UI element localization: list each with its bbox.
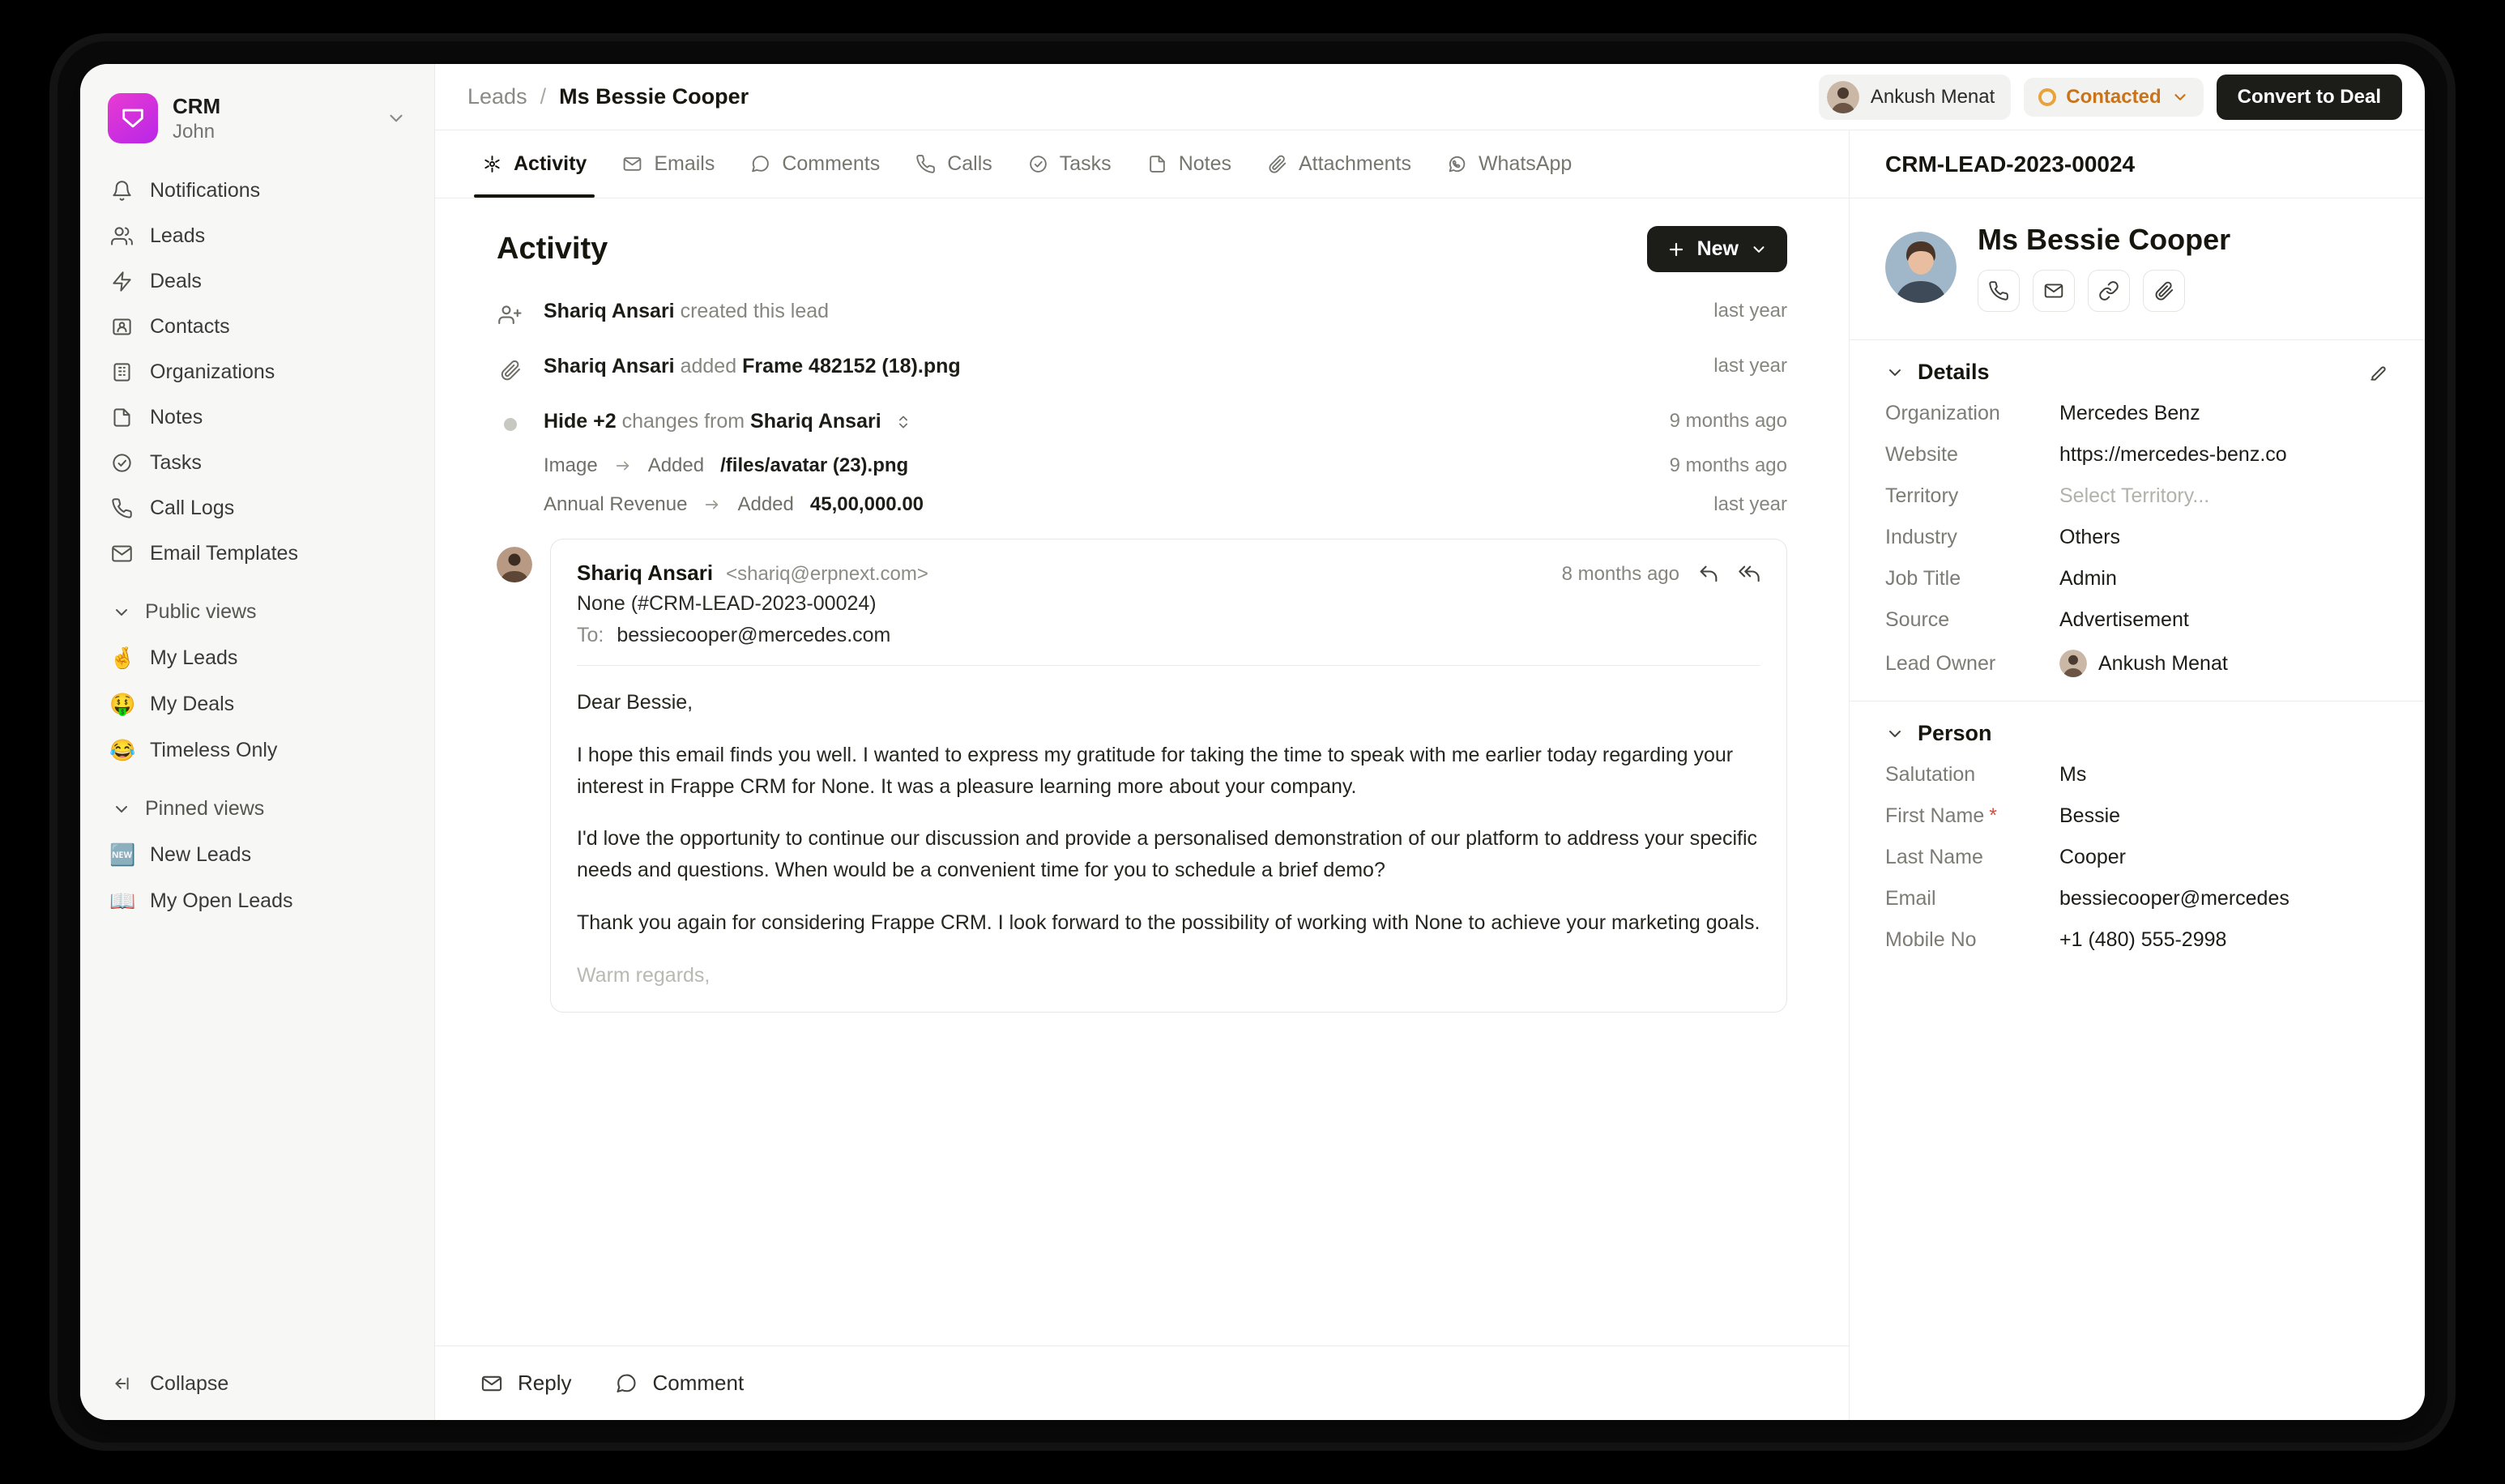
app-window <box>80 64 2425 1420</box>
tab-calls[interactable] <box>901 130 1007 198</box>
tab-label: Tasks <box>1059 152 1112 175</box>
quick-actions <box>1978 270 2230 312</box>
field-territory <box>1885 475 2389 517</box>
sidebar-item-call-logs[interactable] <box>98 486 416 531</box>
tab-label: Notes <box>1178 152 1231 175</box>
email-recipient-row <box>577 624 1760 647</box>
change-field: Image <box>544 454 598 476</box>
collapse-label: Collapse <box>150 1371 229 1395</box>
sidebar-item-label: My Deals <box>150 692 235 715</box>
content-row <box>435 130 2425 1420</box>
email-card[interactable] <box>550 539 1787 1013</box>
activity-time: 9 months ago <box>1669 410 1787 432</box>
comment-label: Comment <box>652 1371 745 1395</box>
reply-button[interactable] <box>480 1371 571 1396</box>
field-label: Organization <box>1885 402 2000 424</box>
sidebar-item-email-templates[interactable] <box>98 531 416 577</box>
chevron-down-icon <box>109 600 134 625</box>
email-sender-address: <shariq@erpnext.com> <box>726 563 928 585</box>
reply-all-icon[interactable] <box>1738 563 1760 586</box>
email-paragraph: Warm regards, <box>577 963 711 987</box>
field-label: Salutation <box>1885 763 1976 786</box>
email-paragraph: Dear Bessie, <box>577 691 693 714</box>
phone-icon <box>915 154 936 174</box>
tab-whatsapp[interactable] <box>1432 130 1586 198</box>
field-value[interactable]: Others <box>2059 526 2121 548</box>
task-icon <box>1028 154 1048 174</box>
crm-logo-icon <box>108 93 158 143</box>
users-icon <box>109 224 134 249</box>
sort-toggle-icon[interactable] <box>895 414 911 430</box>
status-badge[interactable] <box>2024 78 2203 117</box>
change-count: +2 <box>593 410 617 433</box>
sidebar-item-label: Notes <box>150 406 203 429</box>
sidebar-item-new-leads[interactable] <box>98 832 416 878</box>
email-paragraph: I hope this email finds you well. I wanted to express my gratitude for taking the time to speak with me earlier today regarding your interest in Frappe CRM for None. It was a pleasure learning more about your company. <box>577 743 1734 798</box>
chevron-down-icon <box>1750 241 1768 258</box>
sidebar-item-label: Deals <box>150 270 202 292</box>
sidebar-item-label: Organizations <box>150 360 275 383</box>
tab-label: Calls <box>947 152 992 175</box>
email-to-label: To: <box>577 624 604 646</box>
sidebar-item-label: Tasks <box>150 451 202 474</box>
activity-actor: Shariq Ansari <box>544 300 675 322</box>
record-id: CRM-LEAD-2023-00024 <box>1850 130 2425 198</box>
email-paragraph: Thank you again for considering Frappe CRM. I look forward to the possibility of working with None to achieve your marketing goals. <box>577 910 1760 934</box>
hand-emoji-icon: 🤞 <box>109 645 136 670</box>
email-body <box>577 666 1760 991</box>
email-subject: None (#CRM-LEAD-2023-00024) <box>577 592 877 615</box>
tab-tasks[interactable] <box>1014 130 1126 198</box>
new-emoji-icon: 🆕 <box>109 842 136 867</box>
avatar <box>1827 81 1859 113</box>
email-paragraph: I'd love the opportunity to continue our discussion and provide a personalised demonstration of our platform to address your specific needs and questions. When would be a convenient time for you to schedule a brief demo? <box>577 827 1757 881</box>
section-title: Person <box>1918 721 1992 745</box>
required-marker: * <box>1989 804 1997 827</box>
arrow-right-icon <box>703 496 721 514</box>
email-sender: Shariq Ansari <box>577 561 714 585</box>
mail-icon <box>109 542 134 566</box>
sidebar-item-tasks[interactable] <box>98 441 416 486</box>
sidebar-item-leads[interactable] <box>98 214 416 259</box>
phone-icon <box>109 497 134 521</box>
phone-icon[interactable] <box>1978 270 2020 312</box>
tab-label: Activity <box>514 152 587 175</box>
sidebar-item-my-leads[interactable] <box>98 635 416 681</box>
activity-time: last year <box>1713 355 1787 377</box>
change-verb: Added <box>737 493 794 515</box>
sidebar-item-deals[interactable] <box>98 259 416 305</box>
tab-comments[interactable] <box>736 130 894 198</box>
top-bar <box>435 64 2425 130</box>
sidebar-item-label: Timeless Only <box>150 738 278 761</box>
field-value[interactable]: Admin <box>2059 567 2117 590</box>
sidebar-item-my-open-leads[interactable] <box>98 878 416 924</box>
section-label: Pinned views <box>145 797 265 820</box>
email-to-value: bessiecooper@mercedes.com <box>617 624 891 646</box>
changes-label: changes from <box>621 410 745 433</box>
field-salutation <box>1885 754 2389 795</box>
sidebar-item-notifications[interactable] <box>98 168 416 214</box>
new-activity-button[interactable] <box>1647 226 1787 272</box>
change-value: 45,00,000.00 <box>809 493 924 515</box>
tab-label: Attachments <box>1299 152 1411 175</box>
reply-icon[interactable] <box>1697 563 1720 586</box>
field-value[interactable]: Cooper <box>2059 846 2126 868</box>
breadcrumb-leads[interactable]: Leads <box>467 84 527 109</box>
email-entry <box>497 539 1787 1013</box>
field-website <box>1885 434 2389 475</box>
activity-time: last year <box>1713 493 1787 515</box>
activity-entry <box>497 287 1787 342</box>
bolt-icon <box>109 270 134 294</box>
field-value-container[interactable] <box>2059 650 2389 677</box>
field-value[interactable]: Advertisement <box>2059 608 2189 631</box>
field-email <box>1885 878 2389 919</box>
tab-notes[interactable] <box>1133 130 1246 198</box>
sidebar-item-label: Leads <box>150 224 206 247</box>
tab-activity[interactable] <box>467 130 601 198</box>
email-time: 8 months ago <box>1561 563 1679 585</box>
avatar <box>497 547 532 582</box>
field-label: Source <box>1885 608 1950 631</box>
field-value[interactable]: +1 (480) 555-2998 <box>2059 928 2227 951</box>
collapse-sidebar-button[interactable] <box>80 1357 434 1420</box>
collapse-arrow-icon <box>109 1371 134 1396</box>
field-last-name <box>1885 837 2389 878</box>
assignee-chip[interactable] <box>1819 75 2011 120</box>
note-icon <box>1147 154 1167 174</box>
chevron-down-icon[interactable] <box>1885 724 1905 744</box>
sidebar-item-label: Contacts <box>150 315 230 338</box>
paperclip-icon[interactable] <box>2143 270 2185 312</box>
hide-label: Hide <box>544 410 588 433</box>
section-title: Details <box>1918 360 1990 384</box>
field-value[interactable]: bessiecooper@mercedes <box>2059 887 2289 910</box>
tab-label: WhatsApp <box>1478 152 1573 175</box>
new-button-label: New <box>1696 237 1739 260</box>
field-label: Industry <box>1885 526 1957 548</box>
person-header <box>1850 198 2425 340</box>
user-plus-icon <box>497 301 524 329</box>
breadcrumb-separator: / <box>540 84 547 109</box>
contact-icon <box>109 315 134 339</box>
email-icon <box>622 154 642 174</box>
details-section <box>1850 340 2425 701</box>
field-value[interactable]: Select Territory... <box>2059 484 2210 507</box>
sidebar-item-label: My Open Leads <box>150 889 293 912</box>
sidebar-nav <box>80 165 434 927</box>
paperclip-icon <box>497 356 524 384</box>
field-label: First Name * <box>1885 804 1997 827</box>
comment-button[interactable] <box>615 1371 744 1396</box>
sidebar-item-organizations[interactable] <box>98 350 416 395</box>
assignee-name: Ankush Menat <box>1870 85 1995 108</box>
brand-user: John <box>173 120 216 143</box>
timeline-dot-icon <box>504 418 517 431</box>
sidebar-item-label: My Leads <box>150 646 238 669</box>
field-label: Last Name <box>1885 846 1983 868</box>
sidebar-item-notes[interactable] <box>98 395 416 441</box>
change-value: /files/avatar (23).png <box>720 454 909 476</box>
activity-actor: Shariq Ansari <box>544 355 675 377</box>
page-title: Activity <box>497 232 608 266</box>
section-pinned-views[interactable] <box>98 787 416 832</box>
activity-footer <box>435 1345 1849 1420</box>
change-verb: Added <box>647 454 705 476</box>
comment-icon <box>750 154 770 174</box>
center-column <box>435 130 1850 1420</box>
sidebar-item-label: Notifications <box>150 179 261 202</box>
sidebar <box>80 64 435 1420</box>
plus-icon <box>1666 240 1686 259</box>
avatar[interactable] <box>1885 232 1957 303</box>
field-label: Website <box>1885 443 1958 466</box>
chevron-down-icon <box>109 797 134 821</box>
field-source <box>1885 599 2389 641</box>
activity-object: Frame 482152 (18).png <box>742 355 961 377</box>
device-frame <box>58 41 2447 1443</box>
field-mobile-no <box>1885 919 2389 961</box>
tab-label: Emails <box>654 152 715 175</box>
sidebar-item-timeless-only[interactable] <box>98 727 416 774</box>
sidebar-item-label: Email Templates <box>150 542 298 565</box>
activity-scroll-area[interactable] <box>435 198 1849 1345</box>
tab-label: Comments <box>782 152 881 175</box>
bell-icon <box>109 179 134 203</box>
activity-change-row <box>497 446 1787 485</box>
sidebar-spacer <box>80 927 434 1358</box>
book-emoji-icon: 📖 <box>109 888 136 913</box>
avatar <box>2059 650 2087 677</box>
change-field: Annual Revenue <box>544 493 688 515</box>
sidebar-item-contacts[interactable] <box>98 305 416 350</box>
person-section <box>1850 701 2425 975</box>
field-job-title <box>1885 558 2389 599</box>
chevron-down-icon <box>2171 88 2189 106</box>
laughing-emoji-icon: 😂 <box>109 737 136 762</box>
activity-change-row <box>497 485 1787 524</box>
field-label: Job Title <box>1885 567 1961 590</box>
main-area <box>435 64 2425 1420</box>
field-value[interactable]: Bessie <box>2059 804 2121 827</box>
details-section-header[interactable] <box>1885 360 2389 385</box>
activity-action: created this lead <box>680 300 830 322</box>
sidebar-item-label: New Leads <box>150 842 252 866</box>
section-label: Public views <box>145 600 257 623</box>
field-value[interactable]: Ms <box>2059 763 2087 786</box>
field-value: Ankush Menat <box>2098 651 2228 675</box>
breadcrumb-current[interactable]: Ms Bessie Cooper <box>559 84 749 109</box>
activity-action: added <box>680 355 737 377</box>
section-public-views[interactable] <box>98 590 416 635</box>
field-value[interactable]: Mercedes Benz <box>2059 402 2200 424</box>
tab-bar <box>435 130 1849 198</box>
person-section-header[interactable] <box>1885 721 2389 746</box>
group-actor: Shariq Ansari <box>750 410 881 433</box>
field-label: Lead Owner <box>1885 651 1996 675</box>
activity-entry <box>497 342 1787 397</box>
activity-icon <box>482 154 502 174</box>
comment-icon <box>615 1372 638 1395</box>
money-face-emoji-icon: 🤑 <box>109 691 136 716</box>
tab-emails[interactable] <box>608 130 729 198</box>
tab-attachments[interactable] <box>1252 130 1426 198</box>
whatsapp-icon <box>1447 154 1467 174</box>
paperclip-icon <box>1267 154 1287 174</box>
activity-header <box>497 226 1787 272</box>
activity-time: 9 months ago <box>1669 454 1787 476</box>
details-panel <box>1850 130 2425 1420</box>
brand-title: CRM <box>173 94 221 118</box>
activity-group-toggle[interactable] <box>497 397 1787 446</box>
person-name: Ms Bessie Cooper <box>1978 223 2231 256</box>
chevron-down-icon <box>386 108 407 129</box>
note-icon <box>109 406 134 430</box>
status-dot-icon <box>2038 88 2056 106</box>
building-icon <box>109 360 134 385</box>
chevron-down-icon[interactable] <box>1885 363 1905 382</box>
sidebar-item-my-deals[interactable] <box>98 681 416 727</box>
mail-icon[interactable] <box>2033 270 2075 312</box>
field-value[interactable]: https://mercedes-benz.co <box>2059 443 2287 466</box>
field-label: Territory <box>1885 484 1959 507</box>
field-label: Email <box>1885 887 1936 910</box>
link-icon[interactable] <box>2088 270 2130 312</box>
field-label: Mobile No <box>1885 928 1977 951</box>
reply-envelope-icon <box>480 1372 503 1395</box>
activity-time: last year <box>1713 300 1787 322</box>
field-lead-owner <box>1885 641 2389 686</box>
workspace-switcher[interactable] <box>98 85 416 152</box>
field-industry <box>1885 517 2389 558</box>
field-organization <box>1885 393 2389 434</box>
check-circle-icon <box>109 451 134 475</box>
convert-to-deal-button[interactable]: Convert to Deal <box>2217 75 2402 120</box>
arrow-right-icon <box>614 457 632 475</box>
status-label: Contacted <box>2066 85 2161 108</box>
field-first-name <box>1885 795 2389 837</box>
reply-label: Reply <box>518 1371 572 1395</box>
edit-icon[interactable] <box>2368 362 2389 383</box>
sidebar-item-label: Call Logs <box>150 497 235 519</box>
